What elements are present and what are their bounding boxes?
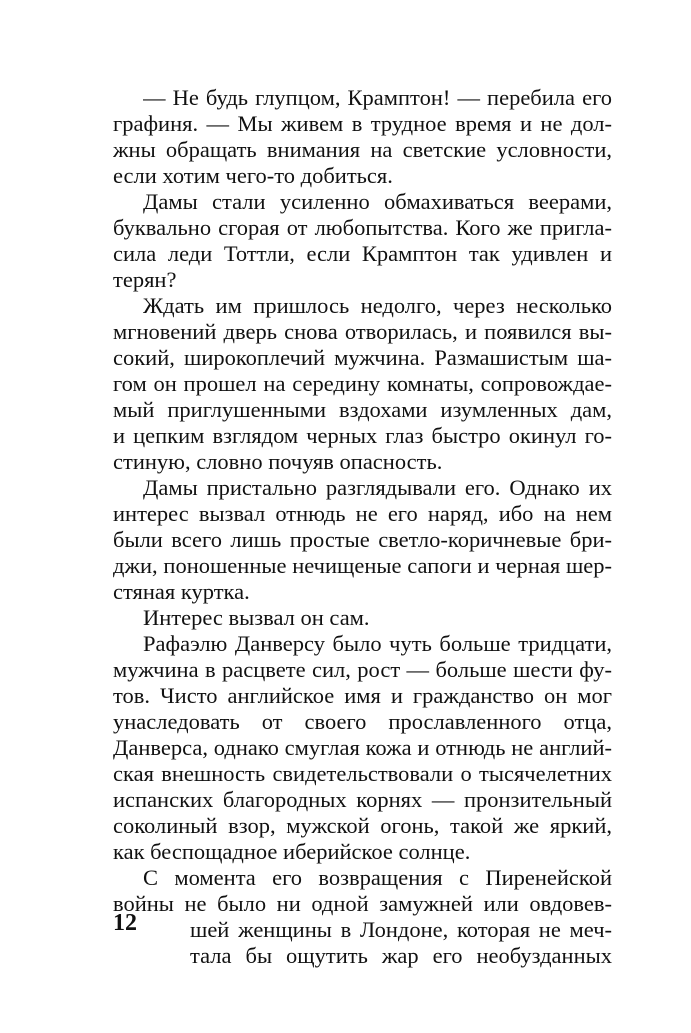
text-line: сокий, широкоплечий мужчина. Размашистым ша-: [113, 345, 612, 370]
text-line: С момента его возвращения с Пиренейской: [143, 865, 612, 890]
text-line: как беспощадное иберийское солнце.: [113, 839, 471, 864]
text-line: гом он прошел на середину комнаты, сопровождае-: [113, 371, 612, 396]
text-line: соколиный взор, мужской огонь, такой же яркий,: [113, 813, 612, 838]
text-line: были всего лишь простые светло-коричневые бри-: [113, 527, 612, 552]
text-line: шей женщины в Лондоне, которая не меч-: [190, 917, 612, 942]
text-line: стяная куртка.: [113, 579, 250, 604]
text-line: ская внешность свидетельствовали о тысячелетних: [113, 761, 612, 786]
text-line: тов. Чисто английское имя и гражданство он мог: [113, 683, 612, 708]
text-line: войны не было ни одной замужней или овдовев-: [113, 891, 612, 916]
text-line: Дамы пристально разглядывали его. Однако их: [143, 475, 612, 500]
text-line: джи, поношенные нечищеные сапоги и черная шер-: [113, 553, 612, 578]
text-line: сила леди Тоттли, если Крамптон так удивлен и: [113, 241, 612, 266]
text-line: тала бы ощутить жар его необузданных: [190, 943, 612, 968]
text-line: мгновений дверь снова отворилась, и появился вы-: [113, 319, 612, 344]
text-line: стиную, словно почуяв опасность.: [113, 449, 443, 474]
text-line: мужчина в расцвете сил, рост — больше шести фу-: [113, 657, 612, 682]
page-number: 12: [113, 910, 137, 936]
text-line: — Не будь глупцом, Крамптон! — перебила его: [143, 85, 612, 110]
text-line: графиня. — Мы живем в трудное время и не дол-: [113, 111, 612, 136]
text-line: унаследовать от своего прославленного отца,: [113, 709, 612, 734]
text-line: и цепким взглядом черных глаз быстро окинул го-: [113, 423, 612, 448]
text-line: Дамы стали усиленно обмахиваться веерами,: [143, 189, 612, 214]
text-line: терян?: [113, 267, 177, 292]
text-line: интерес вызвал отнюдь не его наряд, ибо на нем: [113, 501, 612, 526]
text-line: Интерес вызвал он сам.: [143, 605, 370, 630]
text-line: Данверса, однако смуглая кожа и отнюдь не англий-: [113, 735, 612, 760]
text-line: Ждать им пришлось недолго, через несколько: [143, 293, 612, 318]
text-line: испанских благородных корнях — пронзительный: [113, 787, 612, 812]
text-line: буквально сгорая от любопытства. Кого же пригла-: [113, 215, 612, 240]
text-line: жны обращать внимания на светские условности,: [113, 137, 612, 162]
text-line: если хотим чего-то добиться.: [113, 163, 393, 188]
text-line: мый приглушенными вздохами изумленных дам,: [113, 397, 612, 422]
text-line: Рафаэлю Данверсу было чуть больше тридцати,: [143, 631, 612, 656]
